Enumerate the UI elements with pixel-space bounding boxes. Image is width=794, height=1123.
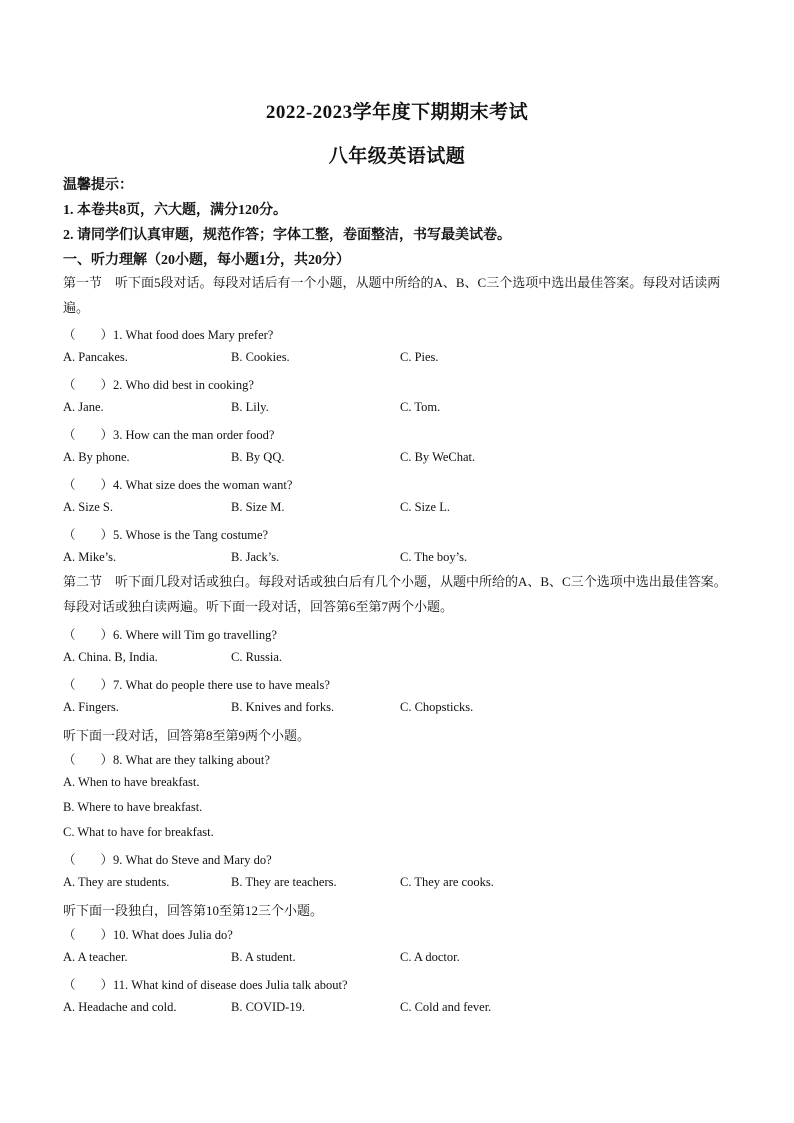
q3-option-c: C. By WeChat.	[400, 450, 476, 464]
q1-option-c: C. Pies.	[400, 350, 439, 364]
q5-option-a: A. Mike’s.	[63, 550, 117, 564]
q9-option-a: A. They are students.	[63, 875, 170, 889]
question-10: （ ）10. What does Julia do?	[63, 928, 233, 942]
q8-option-c: C. What to have for breakfast.	[63, 825, 214, 839]
question-8: （ ）8. What are they talking about?	[63, 753, 270, 767]
q3-option-b: B. By QQ.	[231, 450, 285, 464]
q2-option-c: C. Tom.	[400, 400, 441, 414]
q6-option-c: C. Russia.	[231, 650, 283, 664]
notice-item-1: 1. 本卷共8页，六大题，满分120分。	[63, 203, 287, 218]
sub-instruction-10-12: 听下面一段独白，回答第10至第12三个小题。	[63, 903, 324, 918]
exam-subtitle: 八年级英语试题	[328, 146, 466, 167]
question-5: （ ）5. Whose is the Tang costume?	[63, 528, 269, 542]
question-11: （ ）11. What kind of disease does Julia talk about?	[63, 978, 348, 992]
q10-option-a: A. A teacher.	[63, 950, 128, 964]
question-1: （ ）1. What food does Mary prefer?	[63, 328, 274, 342]
question-3: （ ）3. How can the man order food?	[63, 428, 275, 442]
question-4: （ ）4. What size does the woman want?	[63, 478, 293, 492]
q1-option-a: A. Pancakes.	[63, 350, 128, 364]
exam-title: 2022-2023学年度下期期末考试	[265, 102, 529, 123]
notice-item-2: 2. 请同学们认真审题，规范作答；字体工整，卷面整洁，书写最美试卷。	[63, 228, 511, 243]
q4-option-c: C. Size L.	[400, 500, 450, 514]
q5-option-c: C. The boy’s.	[400, 550, 468, 564]
q10-option-c: C. A doctor.	[400, 950, 460, 964]
q1-option-b: B. Cookies.	[231, 350, 290, 364]
q6-option-a-b: A. China. B, India.	[63, 650, 158, 664]
q9-option-b: B. They are teachers.	[231, 875, 337, 889]
q2-option-a: A. Jane.	[63, 400, 104, 414]
q10-option-b: B. A student.	[231, 950, 296, 964]
question-7: （ ）7. What do people there use to have meals?	[63, 678, 330, 692]
question-9: （ ）9. What do Steve and Mary do?	[63, 853, 272, 867]
q2-option-b: B. Lily.	[231, 400, 269, 414]
q7-option-c: C. Chopsticks.	[400, 700, 474, 714]
q11-option-b: B. COVID-19.	[231, 1000, 305, 1014]
notice-label: 温馨提示：	[63, 178, 133, 193]
q3-option-a: A. By phone.	[63, 450, 130, 464]
q8-option-a: A. When to have breakfast.	[63, 775, 200, 789]
question-6: （ ）6. Where will Tim go travelling?	[63, 628, 277, 642]
part-1-instruction: 第一节 听下面5段对话。每段对话后有一个小题，从题中所给的A、B、C三个选项中选出最佳答案。每段对话读两遍。	[63, 275, 721, 315]
q8-option-b: B. Where to have breakfast.	[63, 800, 203, 814]
q4-option-a: A. Size S.	[63, 500, 113, 514]
q11-option-c: C. Cold and fever.	[400, 1000, 492, 1014]
q4-option-b: B. Size M.	[231, 500, 285, 514]
q11-option-a: A. Headache and cold.	[63, 1000, 177, 1014]
section-1-heading: 一、听力理解（20小题，每小题1分，共20分）	[63, 253, 350, 268]
question-2: （ ）2. Who did best in cooking?	[63, 378, 254, 392]
q9-option-c: C. They are cooks.	[400, 875, 494, 889]
part-2-instruction: 第二节 听下面几段对话或独白。每段对话或独白后有几个小题，从题中所给的A、B、C三个选项中选出最佳答案。每段对话或独白读两遍。听下面一段对话，回答第6至第7两个小题。	[63, 574, 727, 614]
q7-option-b: B. Knives and forks.	[231, 700, 335, 714]
q5-option-b: B. Jack’s.	[231, 550, 280, 564]
sub-instruction-8-9: 听下面一段对话，回答第8至第9两个小题。	[63, 728, 311, 743]
q7-option-a: A. Fingers.	[63, 700, 119, 714]
